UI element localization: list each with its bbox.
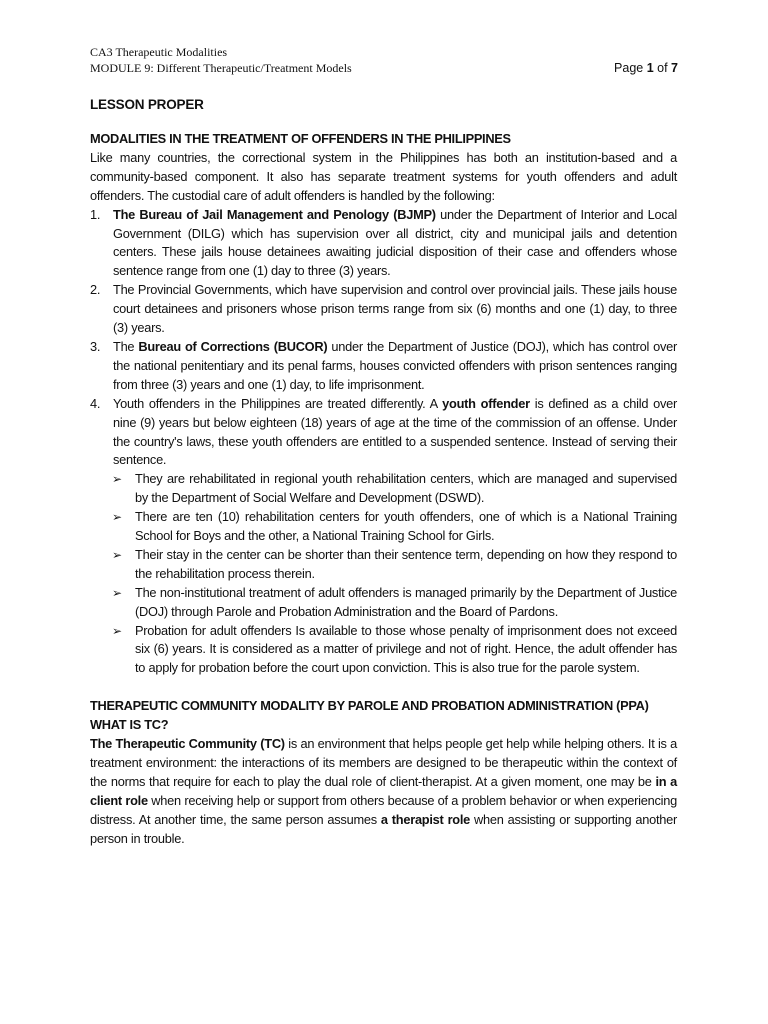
running-header: [90, 44, 352, 76]
term-therapist-role: a therapist role: [380, 811, 471, 827]
paragraph-text: when assisting or supporting another person in trouble.: [90, 811, 678, 846]
bullet-item: [90, 470, 677, 508]
item-text-pre: Youth offenders in the Philippines are treated differently. A: [113, 395, 443, 411]
bullet-text: There are ten (10) rehabilitation centers for youth offenders, one of which is a National Training School for Boys and the other, a National Training School for Girls.: [135, 509, 677, 544]
arrow-bullet-icon: ➢: [112, 510, 122, 525]
bullet-item: [90, 622, 677, 679]
list-item: [90, 395, 677, 471]
bullet-text: Their stay in the center can be shorter than their sentence term, depending on how they respond to the rehabilitation process therein.: [135, 546, 677, 581]
main-content: [90, 130, 677, 849]
section-subtitle: WHAT IS TC?: [90, 717, 169, 733]
list-number: 4.: [90, 395, 101, 411]
section-spacer: [90, 678, 677, 697]
page-total: 7: [671, 61, 678, 75]
arrow-bullet-icon: ➢: [112, 472, 122, 487]
page-prefix: Page: [614, 61, 647, 75]
page-of: of: [653, 61, 672, 75]
item-text: The Provincial Governments, which have supervision and control over provincial jails. These jails house court detainees and prisoners whose prison terms range from six (6) months and one (1) day, to three (3) years.: [113, 282, 677, 336]
page-number: [614, 60, 678, 76]
tc-paragraph: [90, 735, 677, 848]
paragraph-text: is an environment that helps people get help while helping others. It is a treatment environment: the interactions of its members are designed to be therapeutic within the context of the norms that require for each to play the dual role of client-therapist. At a given moment, one may be: [90, 736, 678, 789]
term-client-role: in a client role: [90, 773, 677, 808]
bullet-text: Probation for adult offenders Is available to those whose penalty of imprisonment does not exceed six (6) years. It is considered as a matter of privilege and not of right. Hence, the adult offender has to apply for probation before the court upon conviction. This is also true for the parole system.: [135, 622, 677, 676]
item-text: under the Department of Interior and Local Government (DILG) which has supervision over all district, city and municipal jails and detention centers. These jails house detainees awaiting judicial disposition of their case and offenders whose sentence range from one (1) day to three (3) years.: [113, 206, 677, 279]
intro-paragraph: Like many countries, the correctional system in the Philippines has both an institution-based and a community-based component. It also has separate treatment systems for youth offenders and adult offenders. The custodial care of adult offenders is handled by the following:: [90, 149, 677, 203]
list-item: [90, 338, 677, 395]
arrow-bullet-icon: ➢: [112, 585, 122, 600]
bullet-text: The non-institutional treatment of adult offenders is managed primarily by the Department of Justice (DOJ) through Parole and Probation Administration and the Board of Pardons.: [135, 584, 677, 619]
bullet-text: They are rehabilitated in regional youth rehabilitation centers, which are managed and supervised by the Department of Social Welfare and Development (DSWD).: [135, 471, 677, 506]
agency-name-bjmp: The Bureau of Jail Management and Penology (BJMP): [113, 206, 436, 222]
term-youth-offender: youth offender: [442, 395, 530, 411]
list-number: 2.: [90, 282, 101, 298]
item-text: under the Department of Justice (DOJ), which has control over the national penitentiary and its penal farms, houses convicted offenders with prison sentences ranging from three (3) years and one (1) day, to life imprisonment.: [113, 338, 677, 392]
course-title: CA3 Therapeutic Modalities: [90, 45, 228, 59]
item-text: is defined as a child over nine (9) years but below eighteen (18) years of age at the time of the commission of an offense. Under the country's laws, these youth offenders are entitled to a suspended sentence. Instead of serving their sentence.: [113, 395, 678, 468]
arrow-bullet-icon: ➢: [112, 623, 122, 638]
bullet-item: [90, 546, 677, 584]
arrow-bullet-icon: ➢: [112, 547, 122, 562]
custodial-list: [90, 206, 677, 471]
list-item: [90, 206, 677, 282]
list-item: [90, 281, 677, 338]
bullet-item: [90, 508, 677, 546]
youth-bullet-list: [90, 470, 677, 678]
agency-name-bucor: Bureau of Corrections (BUCOR): [138, 338, 328, 354]
term-therapeutic-community: The Therapeutic Community (TC): [90, 736, 285, 752]
lesson-heading: LESSON PROPER: [90, 97, 204, 112]
section-title: MODALITIES IN THE TREATMENT OF OFFENDERS IN THE PHILIPPINES: [90, 131, 511, 146]
list-number: 3.: [90, 338, 101, 354]
list-number: 1.: [90, 206, 101, 222]
bullet-item: [90, 584, 677, 622]
item-text-pre: The: [113, 338, 139, 354]
section-title: THERAPEUTIC COMMUNITY MODALITY BY PAROLE AND PROBATION ADMINISTRATION (PPA): [90, 698, 649, 714]
module-title: MODULE 9: Different Therapeutic/Treatment Models: [90, 61, 352, 75]
paragraph-text: when receiving help or support from others because of a problem behavior or when experiencing distress. At another time, the same person assumes: [90, 792, 677, 827]
page-current: 1: [646, 61, 654, 75]
